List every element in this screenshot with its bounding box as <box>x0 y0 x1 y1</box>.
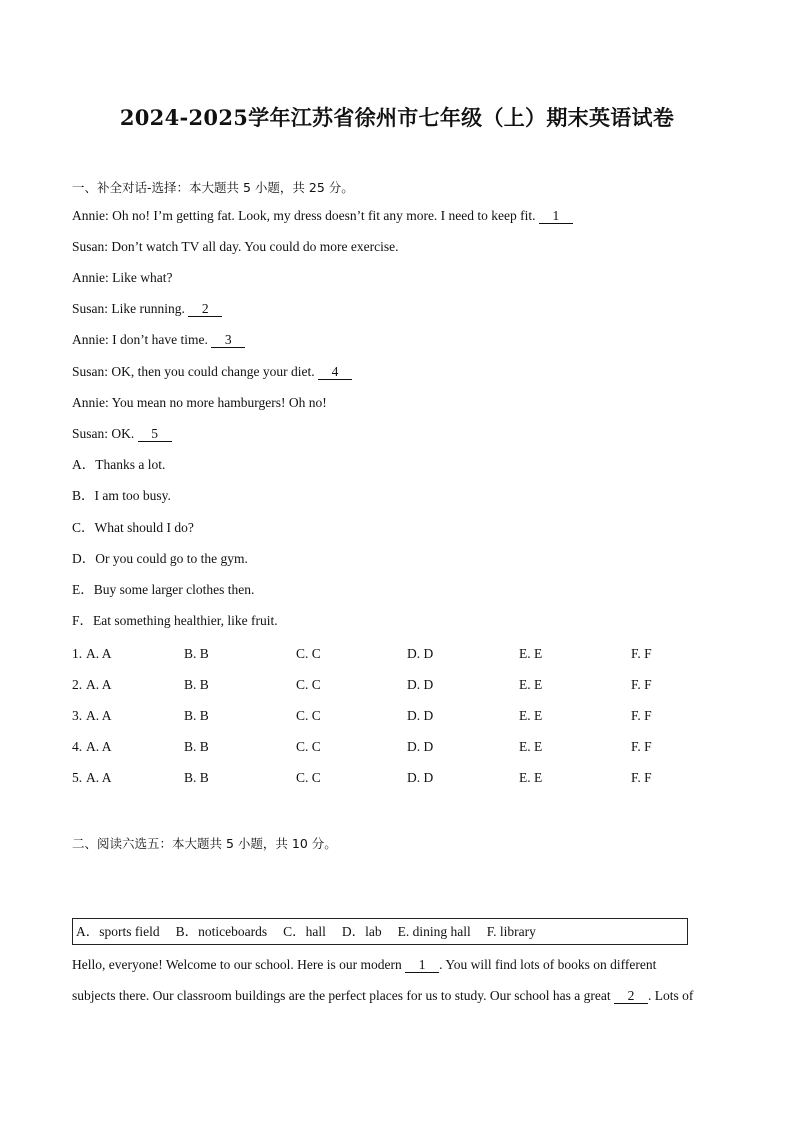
answer-choice: A. A <box>86 739 112 754</box>
answer-choice: E. E <box>519 646 543 661</box>
answer-choice: C. C <box>296 739 321 754</box>
dialogue-text: I don’t have time. <box>112 332 208 347</box>
word-bank-item: B．noticeboards <box>175 924 268 939</box>
dialogue-text: Don’t watch TV all day. You could do more exercise. <box>111 239 399 254</box>
answer-row <box>72 708 712 724</box>
dialogue-line <box>72 365 352 380</box>
answer-blank: 1 <box>539 209 573 224</box>
answer-choice: D. D <box>407 646 434 661</box>
answer-blank: 1 <box>405 958 439 973</box>
paragraph-line <box>72 957 656 973</box>
question-number: 5. <box>72 770 83 785</box>
answer-choice: B. B <box>184 770 209 785</box>
speaker-name: Susan: <box>72 301 109 316</box>
section-1-heading: 一、补全对话-选择：本大题共 5 小题，共 25 分。 <box>72 180 354 195</box>
option-item: B．I am too busy. <box>72 488 171 503</box>
answer-choice: F. F <box>631 739 652 754</box>
answer-choice: A. A <box>86 770 112 785</box>
answer-choice: B. B <box>184 677 209 692</box>
paragraph-text: subjects there. Our classroom buildings are the perfect places for us to study. Our school has a great <box>72 988 611 1003</box>
answer-choice: E. E <box>519 739 543 754</box>
answer-choice: F. F <box>631 708 652 723</box>
answer-blank: 3 <box>211 333 245 348</box>
word-bank-box <box>72 918 688 945</box>
dialogue-line <box>72 396 327 410</box>
speaker-name: Susan: <box>72 364 109 379</box>
word-bank-item: C．hall <box>283 924 326 939</box>
dialogue-text: Like running. <box>111 301 185 316</box>
section-2-heading: 二、阅读六选五：本大题共 5 小题，共 10 分。 <box>72 836 337 851</box>
option-item: C．What should I do? <box>72 520 194 535</box>
dialogue-text: Like what? <box>112 270 173 285</box>
answer-choice: F. F <box>631 677 652 692</box>
answer-blank: 4 <box>318 365 352 380</box>
answer-choice: C. C <box>296 677 321 692</box>
dialogue-text: OK. <box>111 426 135 441</box>
dialogue-text: Oh no! I’m getting fat. Look, my dress doesn’t fit any more. I need to keep fit. <box>112 208 536 223</box>
question-number: 4. <box>72 739 83 754</box>
speaker-name: Annie: <box>72 332 109 347</box>
answer-blank: 2 <box>614 989 648 1004</box>
answer-choice: E. E <box>519 677 543 692</box>
answer-row <box>72 646 712 662</box>
word-bank-item: E. dining hall <box>397 924 471 939</box>
answer-choice: D. D <box>407 677 434 692</box>
paragraph-text: . You will find lots of books on different <box>439 957 657 972</box>
dialogue-line <box>72 302 222 317</box>
option-item: F．Eat something healthier, like fruit. <box>72 613 278 628</box>
answer-choice: A. A <box>86 708 112 723</box>
dialogue-line <box>72 271 172 285</box>
answer-choice: C. C <box>296 770 321 785</box>
answer-choice: D. D <box>407 739 434 754</box>
dialogue-text: You mean no more hamburgers! Oh no! <box>111 395 327 410</box>
word-bank-item: F. library <box>486 924 536 939</box>
answer-choice: C. C <box>296 708 321 723</box>
dialogue-text: OK, then you could change your diet. <box>111 364 315 379</box>
paragraph-line <box>72 988 693 1004</box>
question-number: 3. <box>72 708 83 723</box>
speaker-name: Susan: <box>72 426 109 441</box>
answer-choice: F. F <box>631 770 652 785</box>
answer-choice: F. F <box>631 646 652 661</box>
answer-choice: B. B <box>184 739 209 754</box>
speaker-name: Annie: <box>72 208 109 223</box>
answer-choice: D. D <box>407 770 434 785</box>
dialogue-line <box>72 333 245 348</box>
answer-choice: E. E <box>519 770 543 785</box>
option-item: A．Thanks a lot. <box>72 457 166 472</box>
word-bank-item: A．sports field <box>76 924 160 939</box>
dialogue-line <box>72 427 172 442</box>
answer-choice: C. C <box>296 646 321 661</box>
option-item: D．Or you could go to the gym. <box>72 551 248 566</box>
speaker-name: Annie: <box>72 395 109 410</box>
answer-choice: A. A <box>86 677 112 692</box>
answer-choice: A. A <box>86 646 112 661</box>
question-number: 2. <box>72 677 83 692</box>
paragraph-text: Hello, everyone! Welcome to our school. Here is our modern <box>72 957 402 972</box>
dialogue-line <box>72 209 573 224</box>
answer-row <box>72 770 712 786</box>
word-bank-item: D．lab <box>341 924 382 939</box>
answer-choice: E. E <box>519 708 543 723</box>
answer-row <box>72 739 712 755</box>
answer-blank: 2 <box>188 302 222 317</box>
exam-title: 2024-2025学年江苏省徐州市七年级（上）期末英语试卷 <box>119 105 675 130</box>
answer-choice: B. B <box>184 708 209 723</box>
speaker-name: Susan: <box>72 239 109 254</box>
answer-choice: D. D <box>407 708 434 723</box>
speaker-name: Annie: <box>72 270 109 285</box>
answer-choice: B. B <box>184 646 209 661</box>
option-item: E．Buy some larger clothes then. <box>72 582 255 597</box>
answer-blank: 5 <box>138 427 172 442</box>
paragraph-text: . Lots of <box>647 988 694 1003</box>
question-number: 1. <box>72 646 83 661</box>
answer-row <box>72 677 712 693</box>
dialogue-line <box>72 240 398 254</box>
